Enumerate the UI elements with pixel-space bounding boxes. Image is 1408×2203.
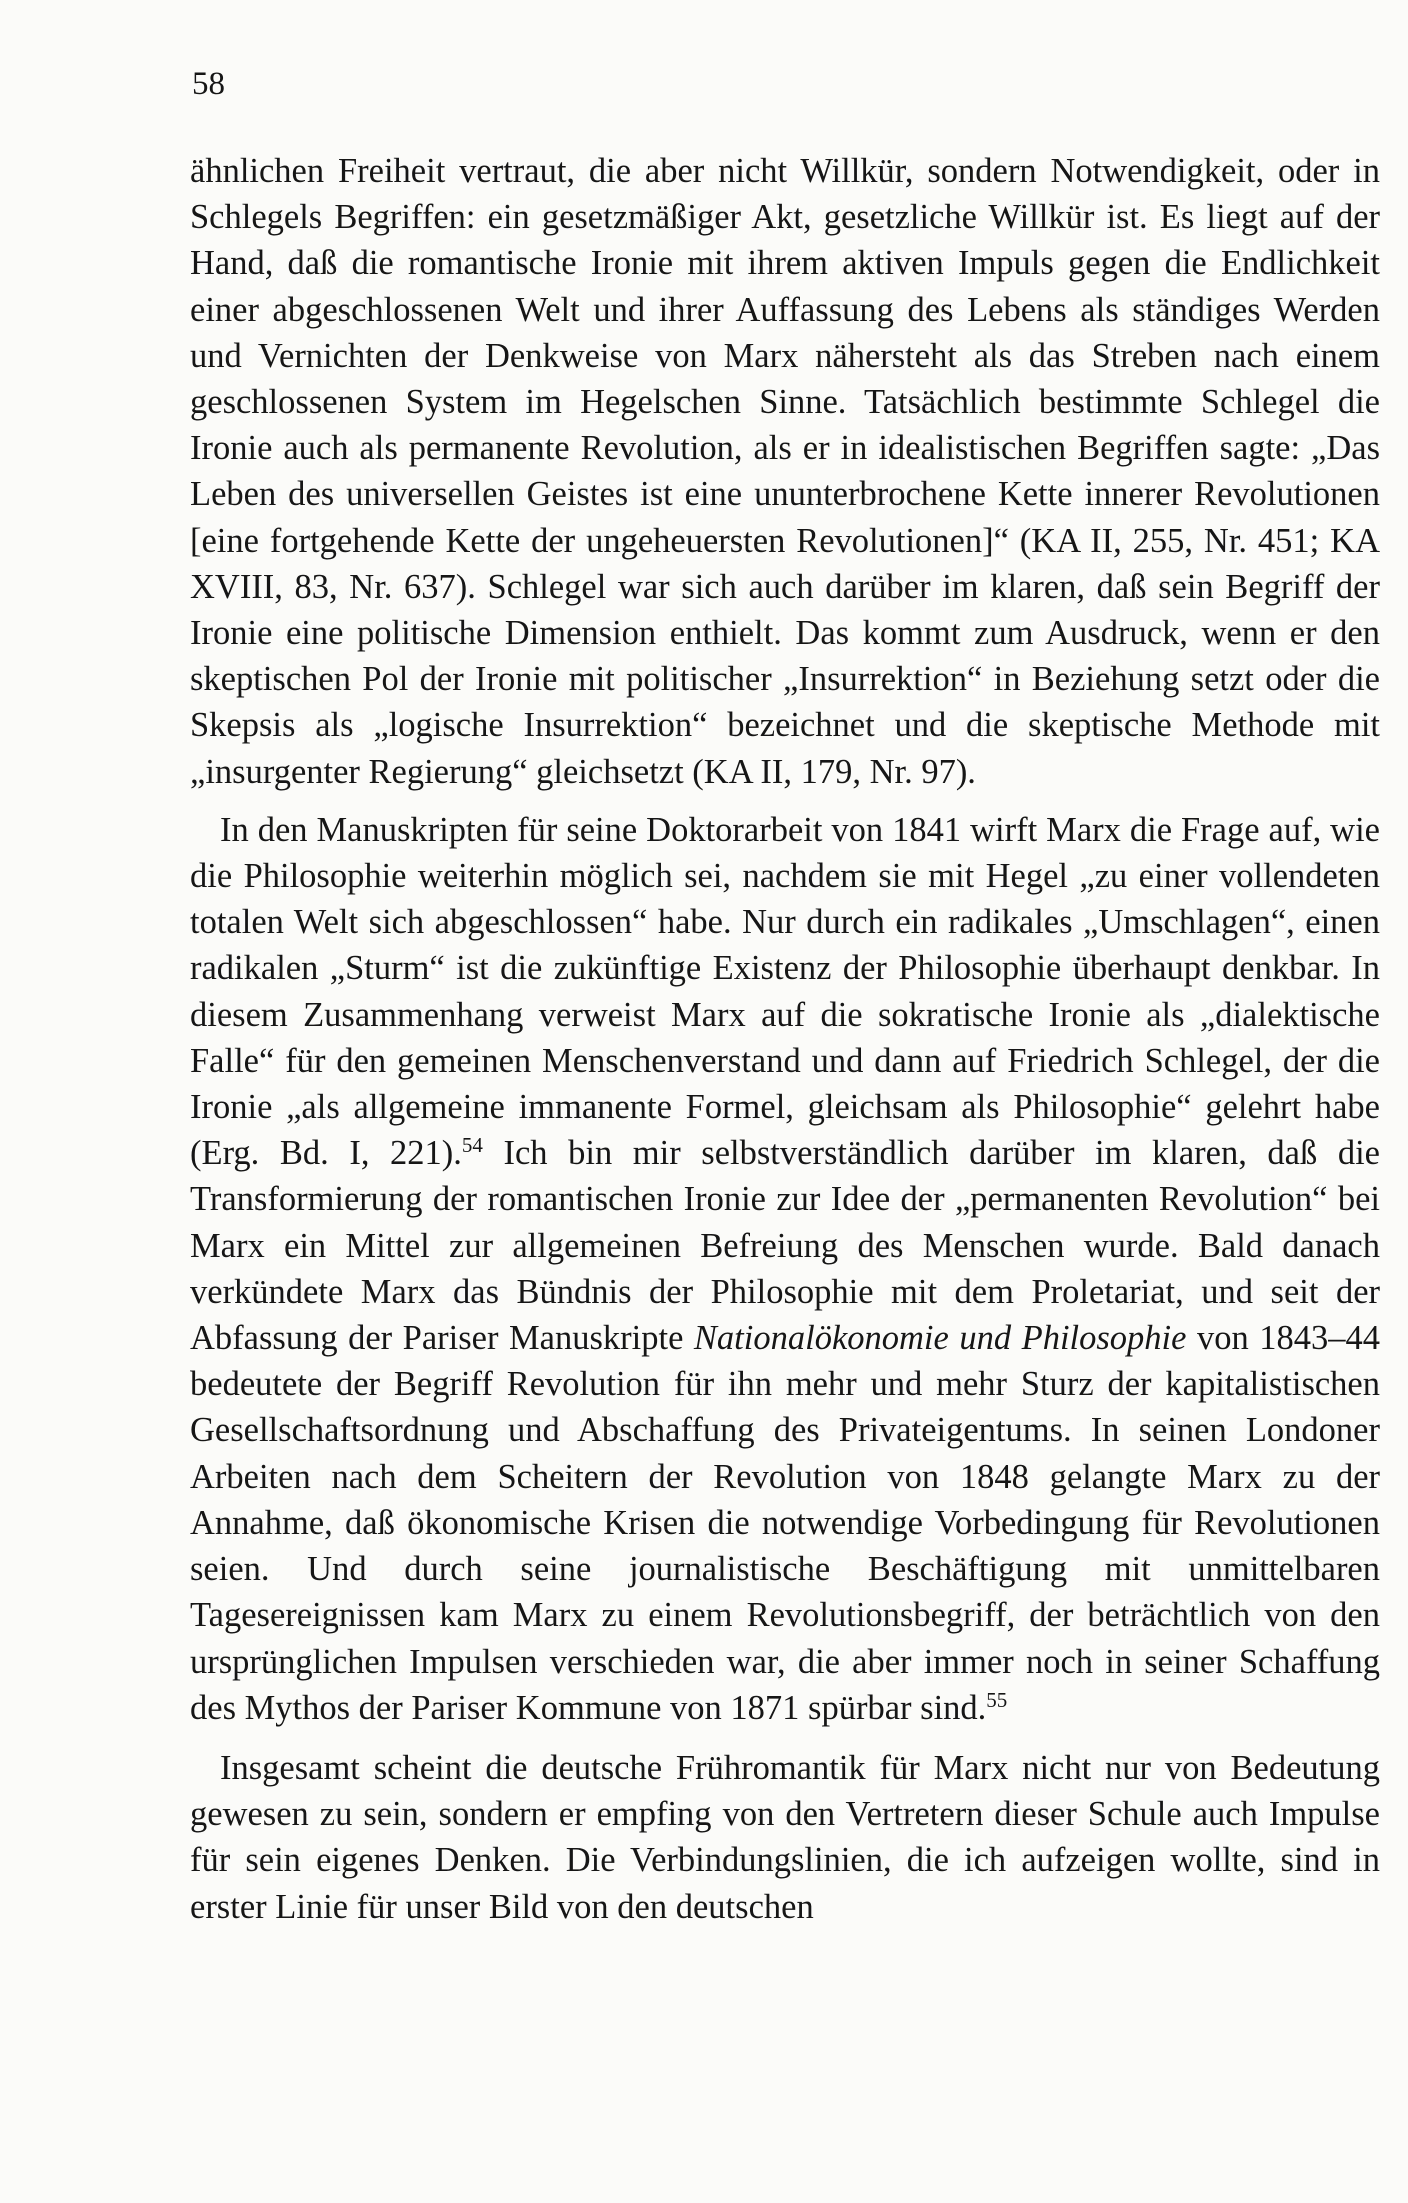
footnote-ref-55: 55 [986,1687,1008,1712]
paragraph-1 [190,148,1380,795]
paragraph-3 [190,1745,1380,1930]
book-title: Nationalökonomie und Philosophie [693,1319,1187,1358]
footnote-ref-54: 54 [461,1133,483,1158]
paragraph-2-text-c: von 1843–44 bedeutete der Begriff Revolution für ihn mehr und mehr Sturz der kapitalistischen Gesellschaftsordnung und Abschaffung des Privateigentums. In seinen Londoner Arbeiten nach dem Scheitern der Revolution von 1848 gelangte Marx zu der Annahme, daß ökonomische Krisen die notwendige Vorbedingung für Revolutionen seien. Und durch seine journalistische Beschäftigung mit unmittelbaren Tagesereignissen kam Marx zu einem Revolutionsbegriff, der beträchtlich von den ursprünglichen Impulsen verschieden war, die aber immer noch in seiner Schaffung des Mythos der Pariser Kommune von 1871 spürbar sind. [190,1319,1380,1727]
body-text [190,148,1380,1930]
paragraph-2 [190,807,1380,1731]
page-number: 58 [192,66,225,102]
paragraph-3-text: Insgesamt scheint die deutsche Frühromantik für Marx nicht nur von Bedeutung gewesen zu sein, sondern er empfing von den Vertretern dieser Schule auch Impulse für sein eigenes Denken. Die Verbindungslinien, die ich aufzeigen wollte, sind in erster Linie für unser Bild von den deutschen [190,1748,1380,1926]
paragraph-2-text-a: In den Manuskripten für seine Doktorarbeit von 1841 wirft Marx die Frage auf, wie die Philosophie weiterhin möglich sei, nachdem sie mit Hegel „zu einer vollendeten totalen Welt sich abgeschlossen“ habe. Nur durch ein radikales „Umschlagen“, einen radikalen „Sturm“ ist die zukünftige Existenz der Philosophie überhaupt denkbar. In diesem Zusammenhang verweist Marx auf die sokratische Ironie als „dialektische Falle“ für den gemeinen Menschenverstand und dann auf Friedrich Schlegel, der die Ironie „als allgemeine immanente Formel, gleichsam als Philosophie“ gelehrt habe (Erg. Bd. I, 221). [190,810,1380,1173]
paragraph-1-text: ähnlichen Freiheit vertraut, die aber nicht Willkür, sondern Notwendigkeit, oder in Schlegels Begriffen: ein gesetzmäßiger Akt, gesetzliche Willkür ist. Es liegt auf der Hand, daß die romantische Ironie mit ihrem aktiven Impuls gegen die Endlichkeit einer abgeschlossenen Welt und ihrer Auffassung des Lebens als ständiges Werden und Vernichten der Denkweise von Marx nähersteht als das Streben nach einem geschlossenen System im Hegelschen Sinne. Tatsächlich bestimmte Schlegel die Ironie auch als permanente Revolution, als er in idealistischen Begriffen sagte: „Das Leben des universellen Geistes ist eine ununterbrochene Kette innerer Revolutionen [eine fortgehende Kette der ungeheuersten Revolutionen]“ (KA II, 255, Nr. 451; KA XVIII, 83, Nr. 637). Schlegel war sich auch darüber im klaren, daß sein Begriff der Ironie eine politische Dimension enthielt. Das kommt zum Ausdruck, wenn er den skeptischen Pol der Ironie mit politischer „Insurrektion“ in Beziehung setzt oder die Skepsis als „logische Insurrektion“ bezeichnet und die skeptische Methode mit „insurgenter Regierung“ gleichsetzt (KA II, 179, Nr. 97). [190,152,1380,791]
paragraph-2-text-b: Ich bin mir selbstverständlich darüber im klaren, daß die Transformierung der romantischen Ironie zur Idee der „permanenten Revolution“ bei Marx ein Mittel zur allgemeinen Befreiung des Menschen wurde. Bald danach verkündete Marx das Bündnis der Philosophie mit dem Proletariat, und seit der Abfassung der Pariser Manuskripte [190,1134,1380,1358]
